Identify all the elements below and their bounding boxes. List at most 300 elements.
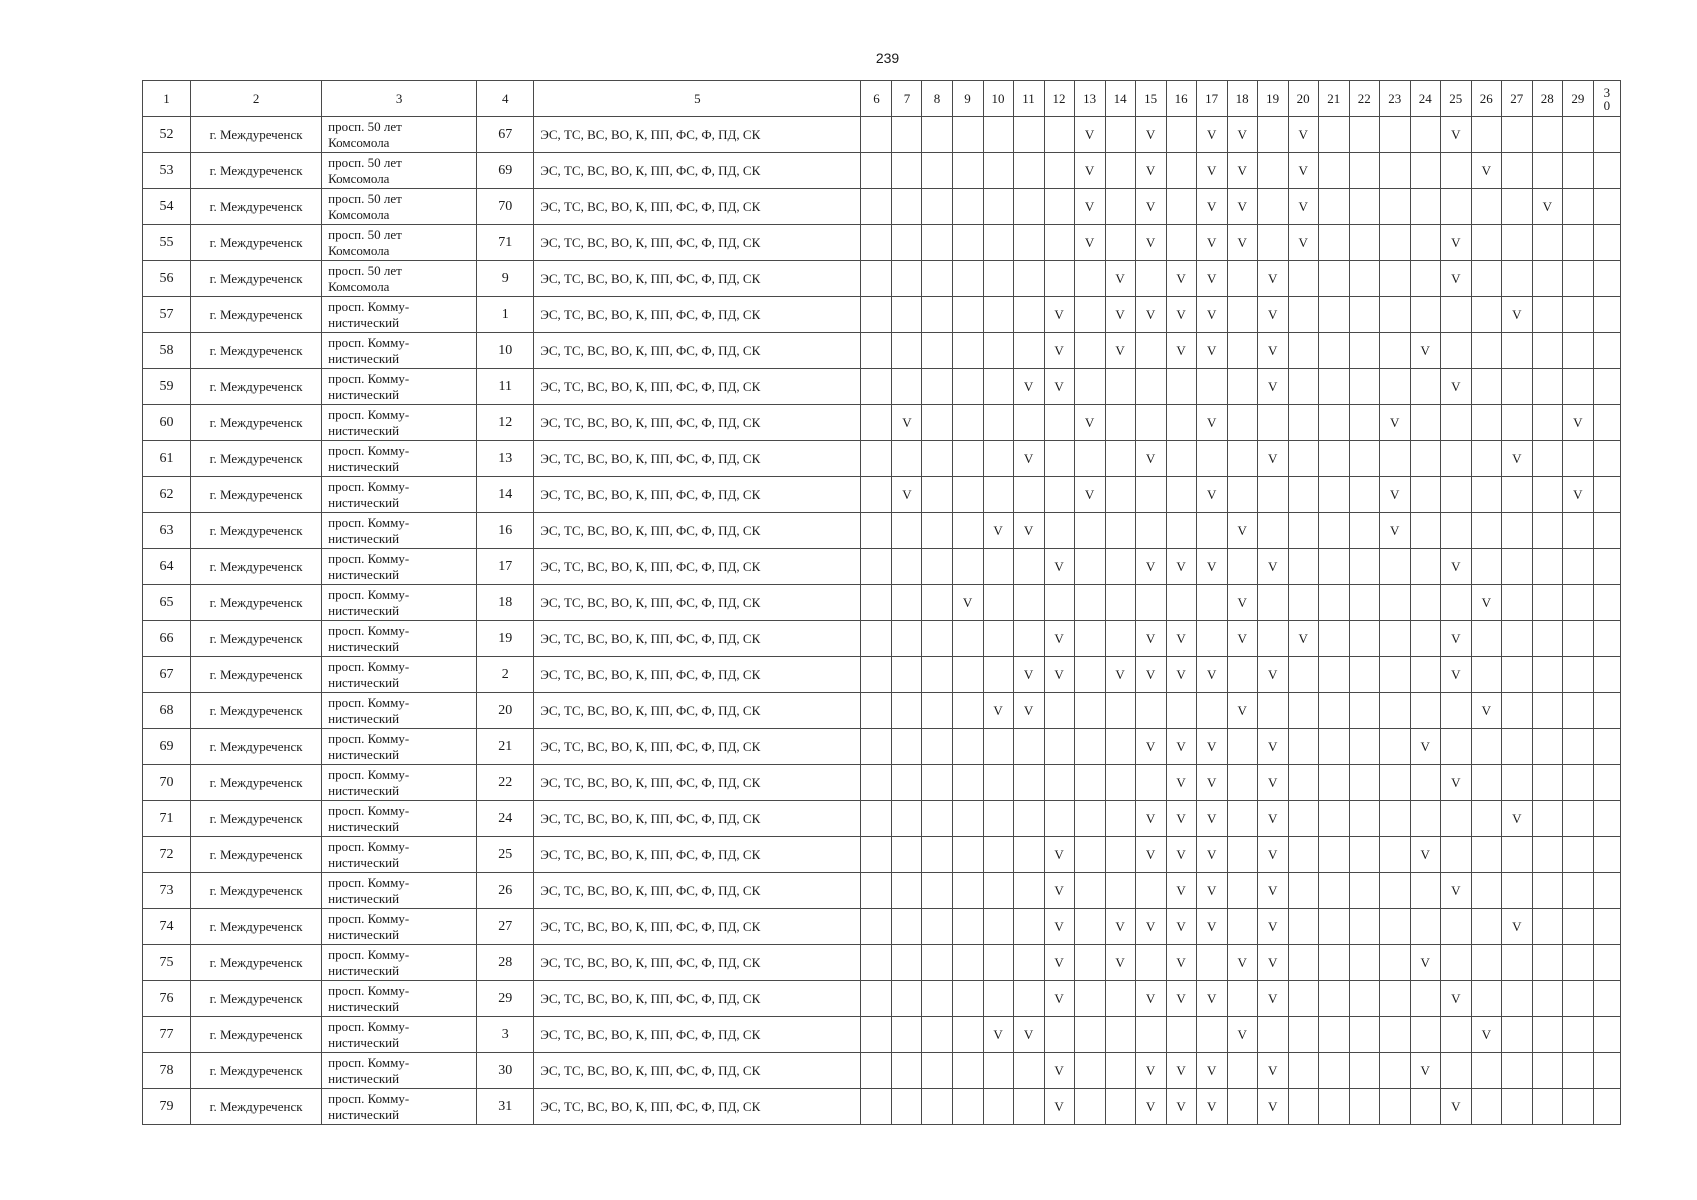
mark-cell [1349,1017,1379,1053]
mark-cell [1074,1089,1105,1125]
mark-cell [983,945,1013,981]
mark-cell [1288,1017,1318,1053]
check-mark: V [1227,225,1257,261]
mark-cell [1471,837,1501,873]
mark-cell [1471,909,1501,945]
check-mark: V [1044,837,1074,873]
mark-cell [1349,1089,1379,1125]
street-line: просп. Комму- [328,550,410,566]
mark-cell [1074,693,1105,729]
mark-cell [1318,189,1349,225]
mark-cell [1318,549,1349,585]
mark-cell [1227,801,1257,837]
mark-cell [1471,513,1501,549]
mark-cell [1288,837,1318,873]
mark-cell [1562,1089,1593,1125]
page-number: 239 [875,50,900,66]
check-mark: V [1044,369,1074,405]
check-mark: V [1044,1053,1074,1089]
mark-cell [1593,333,1620,369]
check-mark: V [1410,333,1440,369]
mark-cell [1044,513,1074,549]
check-mark: V [1440,549,1471,585]
street-line: просп. Комму- [328,982,410,998]
mark-cell [952,765,983,801]
check-mark: V [1440,225,1471,261]
mark-cell [1074,585,1105,621]
mark-cell [1379,333,1410,369]
street-cell [322,261,477,297]
street-line: просп. 50 лет [328,154,402,170]
mark-cell [1166,477,1196,513]
mark-cell [1257,1017,1288,1053]
street-cell [322,765,477,801]
house-number-cell: 28 [477,945,534,981]
city-cell: г. Междуреченск [191,693,322,729]
mark-cell [1501,693,1532,729]
mark-cell [1440,1017,1471,1053]
street-line: просп. Комму- [328,1090,410,1106]
mark-cell [1013,333,1044,369]
mark-cell [1440,801,1471,837]
mark-cell [1532,1053,1562,1089]
mark-cell [1349,981,1379,1017]
mark-cell [1562,441,1593,477]
mark-cell [1349,225,1379,261]
row-number-cell: 73 [143,873,191,909]
mark-cell [1471,621,1501,657]
row-number-cell: 77 [143,1017,191,1053]
column-number-1: 1 [143,81,191,117]
mark-cell [922,1017,952,1053]
mark-cell [1532,261,1562,297]
mark-cell [1532,405,1562,441]
mark-cell [1593,801,1620,837]
check-mark: V [1562,405,1593,441]
mark-cell [1410,549,1440,585]
house-number-cell: 25 [477,837,534,873]
mark-cell [1471,657,1501,693]
mark-cell [1349,585,1379,621]
mark-cell [1562,657,1593,693]
mark-cell [1593,657,1620,693]
row-number-cell: 62 [143,477,191,513]
check-mark: V [1440,765,1471,801]
mark-cell [983,585,1013,621]
services-cell: ЭС, ТС, ВС, ВО, К, ПП, ФС, Ф, ПД, СК [534,1017,861,1053]
mark-cell [1318,945,1349,981]
mark-cell [861,909,892,945]
check-mark: V [1105,297,1135,333]
row-number-cell: 52 [143,117,191,153]
mark-cell [1349,909,1379,945]
mark-cell [1471,729,1501,765]
mark-cell [1379,765,1410,801]
mark-cell [1318,981,1349,1017]
mark-cell [892,189,922,225]
mark-cell [1074,909,1105,945]
mark-cell [983,189,1013,225]
check-mark: V [1135,837,1166,873]
mark-cell [1105,981,1135,1017]
mark-cell [922,621,952,657]
mark-cell [983,441,1013,477]
mark-cell [861,369,892,405]
mark-cell [952,1089,983,1125]
mark-cell [1471,1053,1501,1089]
mark-cell [1593,729,1620,765]
mark-cell [1318,153,1349,189]
mark-cell [1288,729,1318,765]
city-cell: г. Междуреченск [191,1017,322,1053]
mark-cell [1288,909,1318,945]
mark-cell [1044,729,1074,765]
check-mark: V [1227,585,1257,621]
mark-cell [1349,441,1379,477]
mark-cell [1410,513,1440,549]
mark-cell [1379,1053,1410,1089]
mark-cell [1501,117,1532,153]
mark-cell [1013,117,1044,153]
services-cell: ЭС, ТС, ВС, ВО, К, ПП, ФС, Ф, ПД, СК [534,405,861,441]
check-mark: V [1074,153,1105,189]
services-cell: ЭС, ТС, ВС, ВО, К, ПП, ФС, Ф, ПД, СК [534,261,861,297]
mark-cell [922,765,952,801]
mark-cell [983,837,1013,873]
street-line: Комсомола [328,170,390,186]
mark-cell [952,549,983,585]
mark-cell [1288,657,1318,693]
mark-cell [1105,225,1135,261]
mark-cell [1532,1089,1562,1125]
city-cell: г. Междуреченск [191,945,322,981]
mark-cell [1471,981,1501,1017]
check-mark: V [1257,945,1288,981]
mark-cell [1501,981,1532,1017]
mark-cell [1288,369,1318,405]
house-number-cell: 12 [477,405,534,441]
mark-cell [1349,729,1379,765]
table-row [143,801,1621,837]
mark-cell [1440,1053,1471,1089]
services-cell: ЭС, ТС, ВС, ВО, К, ПП, ФС, Ф, ПД, СК [534,873,861,909]
mark-cell [1410,657,1440,693]
column-number-25: 25 [1440,81,1471,117]
street-cell [322,441,477,477]
house-number-cell: 21 [477,729,534,765]
mark-cell [1532,945,1562,981]
mark-cell [1135,369,1166,405]
city-cell: г. Междуреченск [191,333,322,369]
mark-cell [1318,333,1349,369]
mark-cell [1318,657,1349,693]
street-cell [322,729,477,765]
mark-cell [1593,693,1620,729]
mark-cell [1410,1017,1440,1053]
mark-cell [1532,225,1562,261]
street-line: нистический [328,1070,400,1086]
check-mark: V [1166,297,1196,333]
services-cell: ЭС, ТС, ВС, ВО, К, ПП, ФС, Ф, ПД, СК [534,369,861,405]
row-number-cell: 60 [143,405,191,441]
mark-cell [1318,477,1349,513]
mark-cell [1166,189,1196,225]
mark-cell [1227,837,1257,873]
table-row [143,981,1621,1017]
street-line: просп. 50 лет [328,262,402,278]
mark-cell [983,333,1013,369]
mark-cell [861,1017,892,1053]
mark-cell [892,225,922,261]
mark-cell [1288,945,1318,981]
street-line: просп. 50 лет [328,118,402,134]
check-mark: V [1135,441,1166,477]
table-row [143,765,1621,801]
mark-cell [1532,1017,1562,1053]
street-line: просп. Комму- [328,946,410,962]
check-mark: V [1257,369,1288,405]
mark-cell [1532,837,1562,873]
table-row [143,657,1621,693]
row-number-cell: 64 [143,549,191,585]
check-mark: V [1135,225,1166,261]
table-row [143,549,1621,585]
mark-cell [1593,405,1620,441]
check-mark: V [1288,621,1318,657]
check-mark: V [1044,657,1074,693]
house-number-cell: 67 [477,117,534,153]
mark-cell [892,441,922,477]
street-cell [322,621,477,657]
mark-cell [1105,837,1135,873]
street-line: Комсомола [328,134,390,150]
mark-cell [952,261,983,297]
check-mark: V [1379,477,1410,513]
city-cell: г. Междуреченск [191,405,322,441]
mark-cell [1532,693,1562,729]
mark-cell [952,909,983,945]
check-mark: V [1501,909,1532,945]
street-cell [322,477,477,513]
mark-cell [1105,765,1135,801]
mark-cell [1074,873,1105,909]
house-number-cell: 11 [477,369,534,405]
mark-cell [983,657,1013,693]
mark-cell [861,981,892,1017]
mark-cell [1349,873,1379,909]
mark-cell [861,729,892,765]
mark-cell [1013,981,1044,1017]
house-number-cell: 71 [477,225,534,261]
check-mark: V [1257,981,1288,1017]
services-cell: ЭС, ТС, ВС, ВО, К, ПП, ФС, Ф, ПД, СК [534,837,861,873]
mark-cell [861,333,892,369]
services-cell: ЭС, ТС, ВС, ВО, К, ПП, ФС, Ф, ПД, СК [534,765,861,801]
column-number-3: 3 [322,81,477,117]
check-mark: V [1471,1017,1501,1053]
street-line: просп. Комму- [328,658,410,674]
mark-cell [1288,405,1318,441]
city-cell: г. Междуреченск [191,1053,322,1089]
mark-cell [1257,117,1288,153]
house-number-cell: 2 [477,657,534,693]
check-mark: V [1440,261,1471,297]
mark-cell [1410,189,1440,225]
mark-cell [861,405,892,441]
check-mark: V [1135,117,1166,153]
check-mark: V [1410,1053,1440,1089]
check-mark: V [1135,981,1166,1017]
check-mark: V [1379,513,1410,549]
check-mark: V [1105,657,1135,693]
mark-cell [1044,261,1074,297]
mark-cell [1105,693,1135,729]
check-mark: V [1044,1089,1074,1125]
check-mark: V [1196,117,1227,153]
mark-cell [1410,981,1440,1017]
mark-cell [892,909,922,945]
mark-cell [1471,477,1501,513]
column-number-24: 24 [1410,81,1440,117]
mark-cell [922,585,952,621]
row-number-cell: 65 [143,585,191,621]
mark-cell [1501,621,1532,657]
table-row [143,369,1621,405]
mark-cell [1379,981,1410,1017]
mark-cell [861,945,892,981]
check-mark: V [1074,225,1105,261]
mark-cell [1318,261,1349,297]
mark-cell [1532,909,1562,945]
services-cell: ЭС, ТС, ВС, ВО, К, ПП, ФС, Ф, ПД, СК [534,693,861,729]
check-mark: V [1196,765,1227,801]
street-line: просп. Комму- [328,730,410,746]
street-line: просп. Комму- [328,442,410,458]
mark-cell [1074,765,1105,801]
mark-cell [1318,297,1349,333]
mark-cell [1105,621,1135,657]
mark-cell [1532,801,1562,837]
street-line: нистический [328,566,400,582]
mark-cell [983,153,1013,189]
street-line: нистический [328,422,400,438]
city-cell: г. Междуреченск [191,1089,322,1125]
mark-cell [892,765,922,801]
check-mark: V [1257,1089,1288,1125]
column-number-29: 29 [1562,81,1593,117]
mark-cell [952,297,983,333]
street-cell [322,873,477,909]
mark-cell [922,837,952,873]
check-mark: V [1410,945,1440,981]
column-number-28: 28 [1532,81,1562,117]
mark-cell [1288,441,1318,477]
mark-cell [1593,1053,1620,1089]
mark-cell [861,117,892,153]
mark-cell [1044,801,1074,837]
check-mark: V [1196,549,1227,585]
services-cell: ЭС, ТС, ВС, ВО, К, ПП, ФС, Ф, ПД, СК [534,117,861,153]
mark-cell [1166,693,1196,729]
mark-cell [1593,1089,1620,1125]
check-mark: V [1135,909,1166,945]
mark-cell [1318,1053,1349,1089]
street-cell [322,1017,477,1053]
mark-cell [1257,621,1288,657]
table-row [143,153,1621,189]
row-number-cell: 70 [143,765,191,801]
mark-cell [1379,369,1410,405]
mark-cell [1501,1053,1532,1089]
mark-cell [1105,873,1135,909]
mark-cell [1013,1089,1044,1125]
mark-cell [952,837,983,873]
mark-cell [861,513,892,549]
street-line: нистический [328,710,400,726]
city-cell: г. Междуреченск [191,729,322,765]
street-line: просп. Комму- [328,298,410,314]
city-cell: г. Междуреченск [191,297,322,333]
street-cell [322,333,477,369]
mark-cell [1562,549,1593,585]
mark-cell [922,117,952,153]
mark-cell [1227,873,1257,909]
street-line: просп. 50 лет [328,226,402,242]
check-mark: V [1501,297,1532,333]
mark-cell [1227,405,1257,441]
check-mark: V [1196,477,1227,513]
street-cell [322,189,477,225]
row-number-cell: 69 [143,729,191,765]
mark-cell [892,981,922,1017]
row-number-cell: 59 [143,369,191,405]
check-mark: V [1532,189,1562,225]
mark-cell [1349,945,1379,981]
check-mark: V [1196,189,1227,225]
check-mark: V [1440,981,1471,1017]
column-number-30 [1593,81,1620,117]
mark-cell [1593,369,1620,405]
mark-cell [983,261,1013,297]
city-cell: г. Междуреченск [191,873,322,909]
table-row [143,117,1621,153]
mark-cell [1501,729,1532,765]
mark-cell [1013,837,1044,873]
services-cell: ЭС, ТС, ВС, ВО, К, ПП, ФС, Ф, ПД, СК [534,189,861,225]
mark-cell [1593,945,1620,981]
mark-cell [1349,405,1379,441]
mark-cell [1013,261,1044,297]
mark-cell [1227,765,1257,801]
check-mark: V [1257,729,1288,765]
services-cell: ЭС, ТС, ВС, ВО, К, ПП, ФС, Ф, ПД, СК [534,225,861,261]
city-cell: г. Междуреченск [191,909,322,945]
mark-cell [1196,621,1227,657]
house-number-cell: 70 [477,189,534,225]
mark-cell [1349,297,1379,333]
mark-cell [1410,477,1440,513]
street-line: просп. Комму- [328,802,410,818]
table-row [143,477,1621,513]
mark-cell [861,693,892,729]
check-mark: V [1196,873,1227,909]
mark-cell [1562,513,1593,549]
mark-cell [1532,729,1562,765]
mark-cell [1532,117,1562,153]
mark-cell [1501,477,1532,513]
mark-cell [1013,765,1044,801]
mark-cell [1166,117,1196,153]
